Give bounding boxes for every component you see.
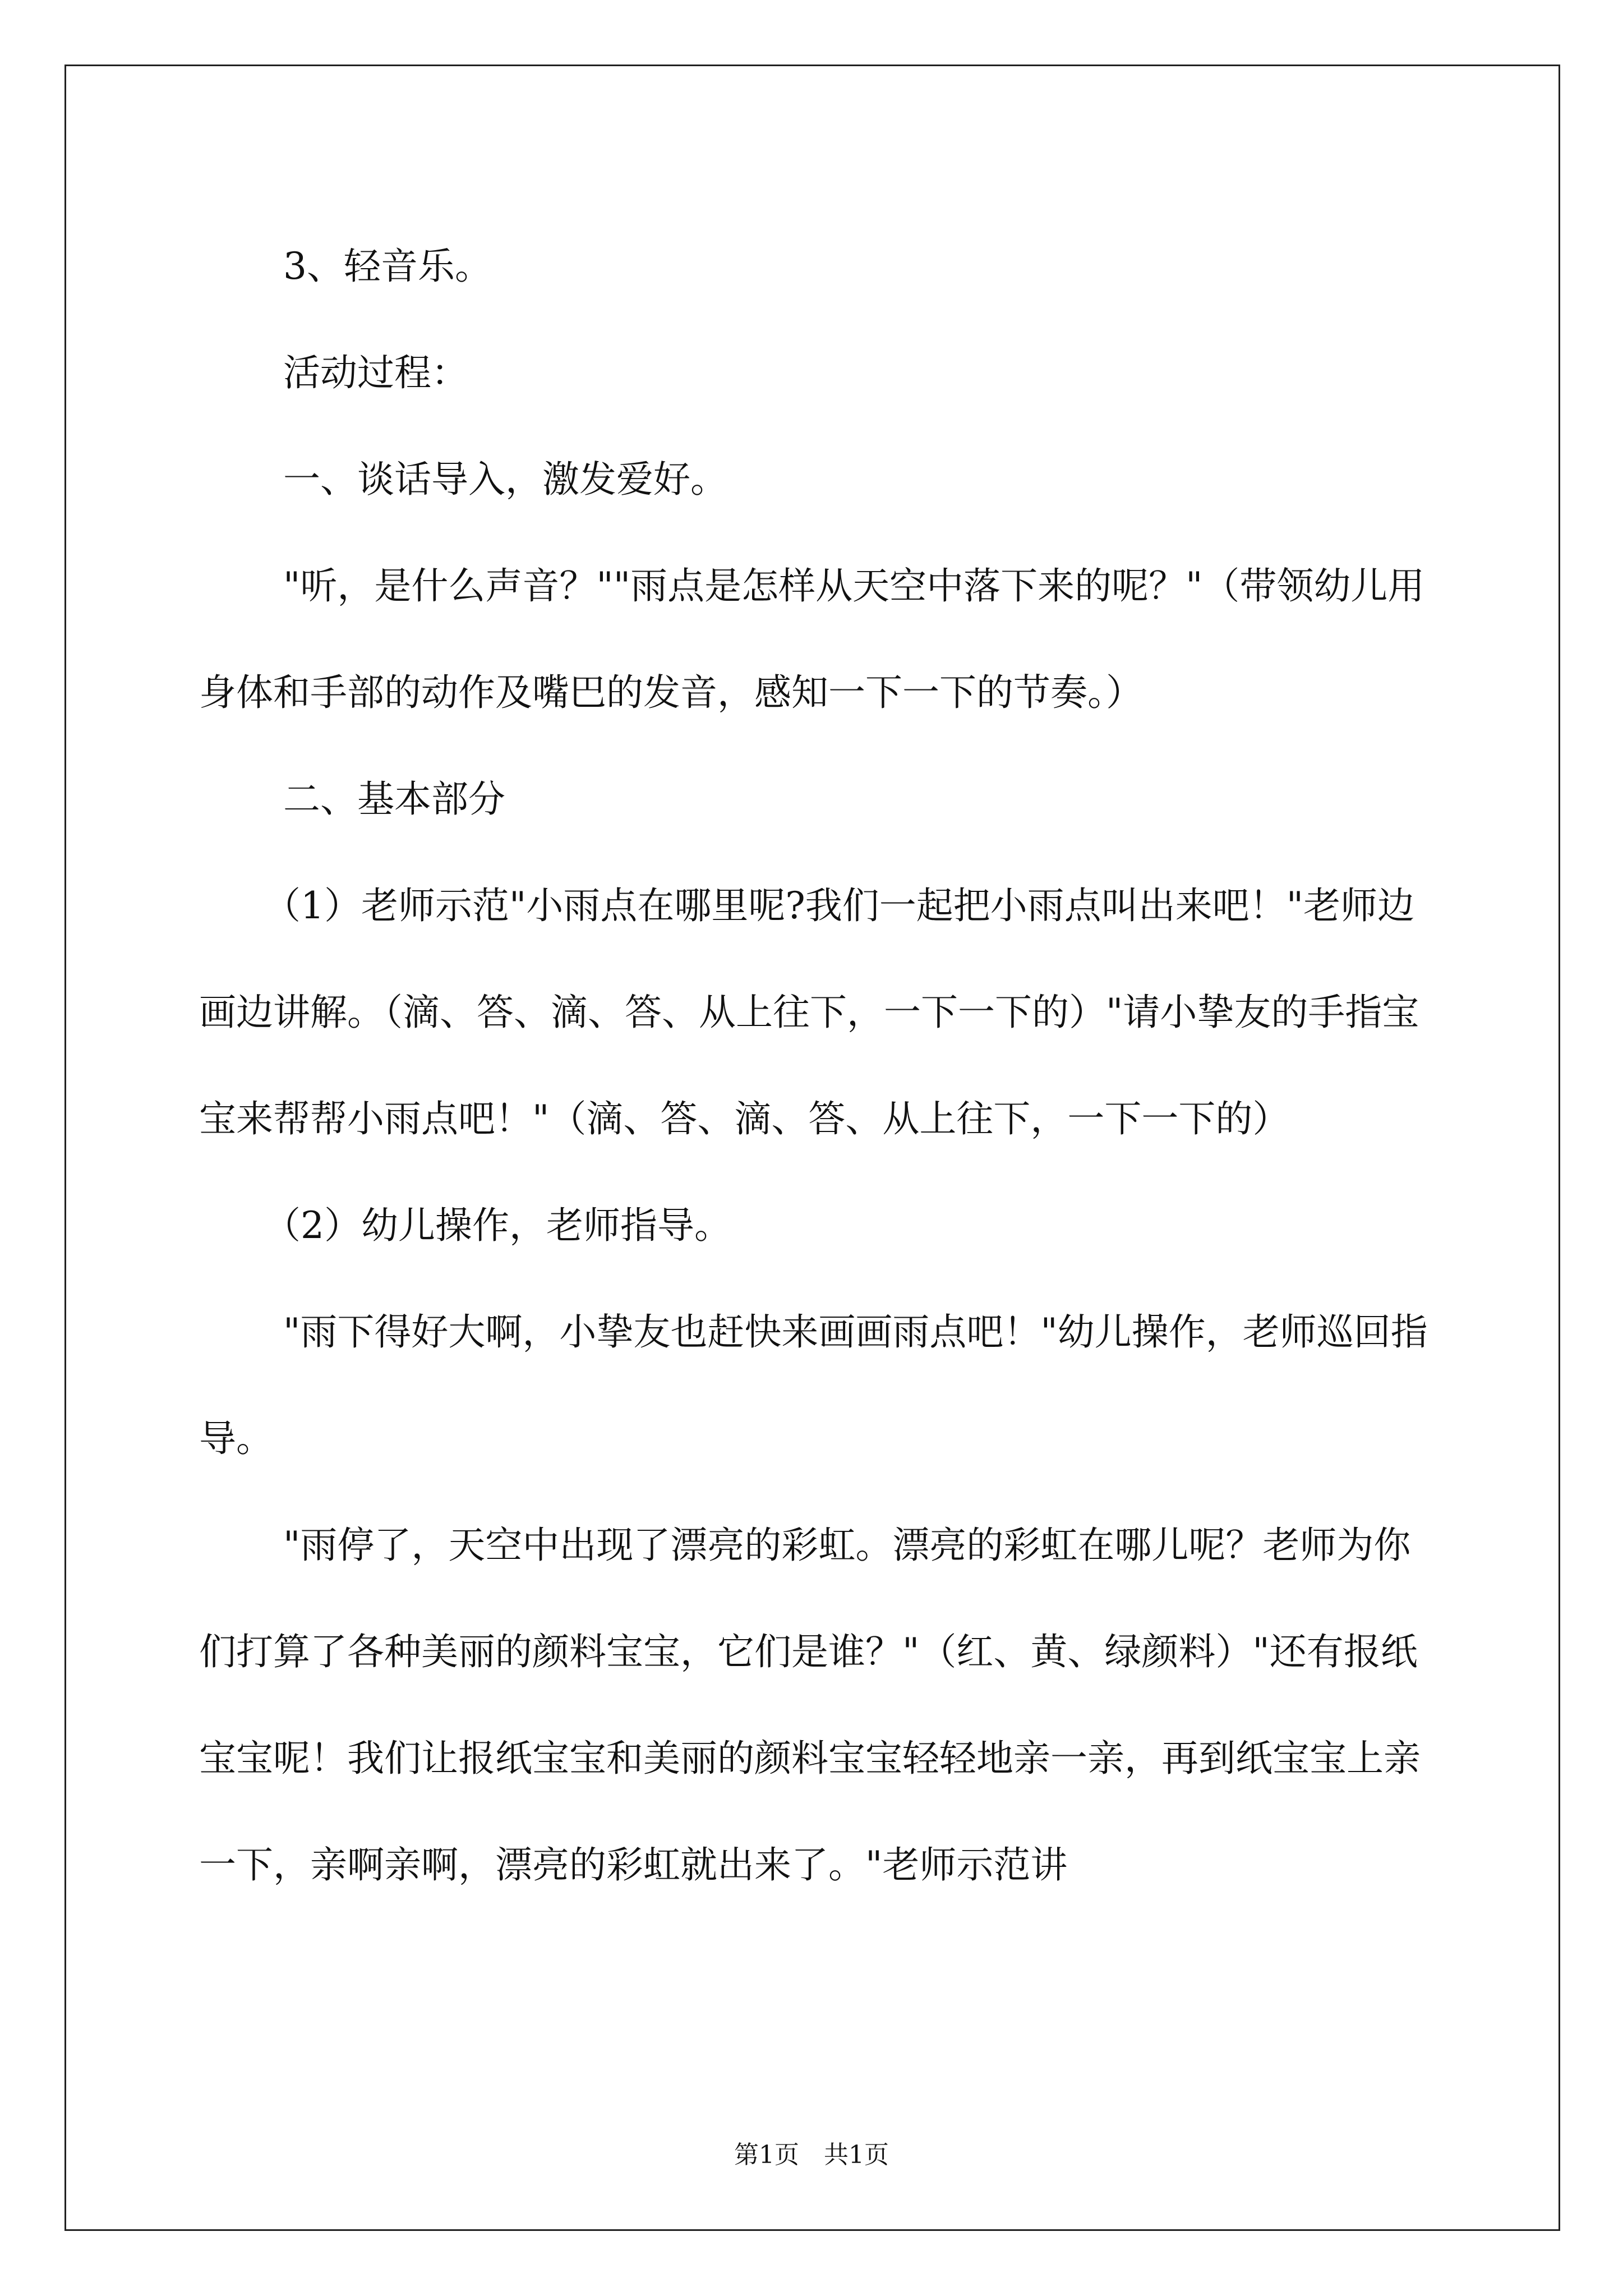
paragraph-rainbow: "雨停了，天空中出现了漂亮的彩虹。漂亮的彩虹在哪儿呢？老师为你们打算了各种美丽的颜料宝宝，它们是谁？"（红、黄、绿颜料）"还有报纸宝宝呢！我们让报纸宝宝和美丽的颜料宝宝轻轻地亲一亲，再到纸宝宝上亲一下，亲啊亲啊，漂亮的彩虹就出来了。"老师示范讲 [199,1524,1421,1887]
paragraph-intro-question: "听，是什么声音？""雨点是怎样从天空中落下来的呢？"（带领幼儿用身体和手部的动作及嘴巴的发音，感知一下一下的节奏。） [199,564,1425,714]
paragraph-materials-3: 3、轻音乐。 [283,245,492,288]
paragraph-section-2: 二、基本部分 [283,777,505,821]
paragraph-child-operation: （2）幼儿操作，老师指导。 [264,1204,731,1247]
document-body [199,213,1436,1918]
page-number: 第1页 [734,2141,799,2169]
paragraph-activity-process: 活动过程： [283,351,468,394]
paragraph-rain-drawing: "雨下得好大啊，小挚友也赶快来画画雨点吧！"幼儿操作，老师巡回指导。 [199,1310,1428,1460]
page-footer [0,2134,1623,2170]
page-total: 共1页 [824,2141,889,2169]
paragraph-section-1: 一、谈话导入，激发爱好。 [283,458,727,501]
paragraph-teacher-demo: （1）老师示范"小雨点在哪里呢?我们一起把小雨点叫出来吧！"老师边画边讲解。（滴、答、滴、答、从上往下，一下一下的）"请小挚友的手指宝宝来帮帮小雨点吧！"（滴、答、滴、答、从上往下，一下一下的） [199,884,1419,1140]
